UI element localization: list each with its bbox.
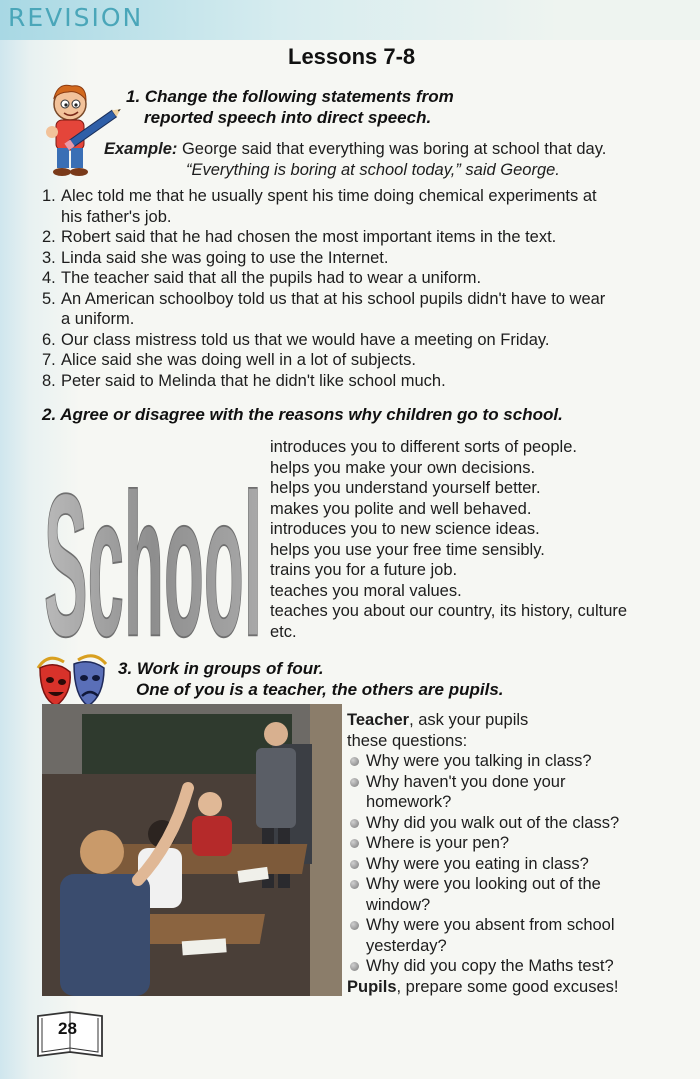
example-reported: George said that everything was boring at school that day.	[181, 140, 607, 158]
classroom-photo	[42, 704, 342, 996]
exercise-3-instructions	[347, 710, 692, 997]
reason-item: helps you use your free time sensibly.	[270, 540, 545, 559]
pupils-label: Pupils	[347, 977, 397, 996]
question-item	[347, 772, 692, 813]
item-text: Linda said she was going to use the Internet.	[61, 248, 389, 267]
exercise-1-heading	[126, 86, 454, 128]
exercise-1-item	[42, 248, 692, 269]
question-text-continued: homework?	[366, 793, 452, 811]
item-number: 5.	[42, 289, 56, 308]
reason-item: teaches you about our country, its history, culture	[270, 602, 628, 620]
question-item	[347, 874, 692, 915]
item-text: Alec told me that he usually spent his time doing chemical experiments at	[61, 187, 597, 205]
question-text: Why were you absent from school	[366, 916, 615, 934]
item-text: An American schoolboy told us that at his school pupils didn't have to wear	[61, 289, 606, 308]
reason-item: etc.	[270, 622, 297, 641]
exercise-3-heading-line2: One of you is a teacher, the others are pupils.	[136, 680, 504, 699]
question-item	[347, 956, 692, 977]
reason-item: introduces you to different sorts of people.	[270, 438, 577, 456]
question-item	[347, 833, 692, 854]
exercise-1-item	[42, 350, 692, 371]
lesson-title: Lessons 7-8	[288, 44, 416, 69]
question-text-continued: yesterday?	[366, 936, 447, 955]
question-text: Where is your pen?	[366, 834, 510, 852]
question-item	[347, 751, 692, 772]
school-word-text: School	[44, 451, 263, 642]
bullet-icon	[350, 819, 359, 828]
question-item	[347, 915, 692, 956]
page-number: 28	[58, 1019, 77, 1038]
reason-item: trains you for a future job.	[270, 561, 458, 579]
question-text: Why did you walk out of the class?	[366, 813, 620, 832]
exercise-2-heading: 2. Agree or disagree with the reasons why children go to school.	[42, 405, 563, 424]
section-label: REVISION	[8, 3, 144, 32]
bullet-icon	[350, 778, 359, 787]
reason-item: introduces you to new science ideas.	[270, 520, 540, 538]
exercise-1-heading-line2: reported speech into direct speech.	[144, 108, 432, 127]
bullet-icon	[350, 880, 359, 889]
bullet-icon	[350, 839, 359, 848]
item-number: 6.	[42, 330, 56, 349]
exercise-1-item	[42, 186, 692, 227]
exercise-1-example	[104, 139, 694, 180]
question-text: Why were you eating in class?	[366, 854, 589, 873]
exercise-3-heading-line1: 3. Work in groups of four.	[118, 659, 324, 678]
question-text-continued: window?	[366, 895, 431, 914]
reason-item: helps you make your own decisions.	[270, 458, 536, 477]
item-text: Alice said she was doing well in a lot of subjects.	[61, 351, 416, 369]
item-number: 4.	[42, 269, 56, 287]
exercise-1-item	[42, 268, 692, 289]
item-text-continued: his father's job.	[61, 207, 172, 226]
exercise-1-list	[42, 186, 692, 391]
exercise-1-item	[42, 289, 692, 330]
school-word-graphic	[42, 430, 264, 642]
item-number: 1.	[42, 187, 56, 205]
bullet-icon	[350, 860, 359, 869]
question-item	[347, 813, 692, 834]
exercise-1-item	[42, 371, 692, 392]
item-text-continued: a uniform.	[61, 310, 135, 328]
exercise-2-reasons	[270, 437, 690, 642]
question-item	[347, 854, 692, 875]
item-text: Robert said that he had chosen the most important items in the text.	[61, 228, 557, 246]
pupils-instruction: , prepare some good excuses!	[396, 977, 619, 996]
question-text: Why did you copy the Maths test?	[366, 957, 614, 975]
item-text: The teacher said that all the pupils had to wear a uniform.	[61, 269, 482, 287]
question-text: Why were you talking in class?	[366, 752, 592, 770]
reason-item: teaches you moral values.	[270, 581, 462, 600]
question-text: Why were you looking out of the	[366, 875, 601, 893]
reason-item: makes you polite and well behaved.	[270, 499, 532, 518]
item-text: Our class mistress told us that we would have a meeting on Friday.	[61, 330, 550, 349]
teacher-instruction: , ask your pupils	[409, 711, 529, 729]
example-direct: “Everything is boring at school today,” said George.	[186, 160, 560, 179]
item-number: 2.	[42, 228, 56, 246]
item-text: Peter said to Melinda that he didn't like school much.	[61, 371, 446, 390]
question-text: Why haven't you done your	[366, 772, 566, 791]
reason-item: helps you understand yourself better.	[270, 479, 541, 497]
teacher-label: Teacher	[347, 711, 410, 729]
bullet-icon	[350, 921, 359, 930]
teacher-instruction-line2: these questions:	[347, 731, 468, 750]
exercise-3-heading	[118, 658, 504, 700]
exercise-1-item	[42, 227, 692, 248]
item-number: 8.	[42, 371, 56, 390]
exercise-1-heading-line1: 1. Change the following statements from	[126, 87, 454, 106]
exercise-1-item	[42, 330, 692, 351]
item-number: 3.	[42, 248, 56, 267]
item-number: 7.	[42, 351, 56, 369]
example-label: Example:	[104, 140, 178, 158]
bullet-icon	[350, 757, 359, 766]
bullet-icon	[350, 962, 359, 971]
